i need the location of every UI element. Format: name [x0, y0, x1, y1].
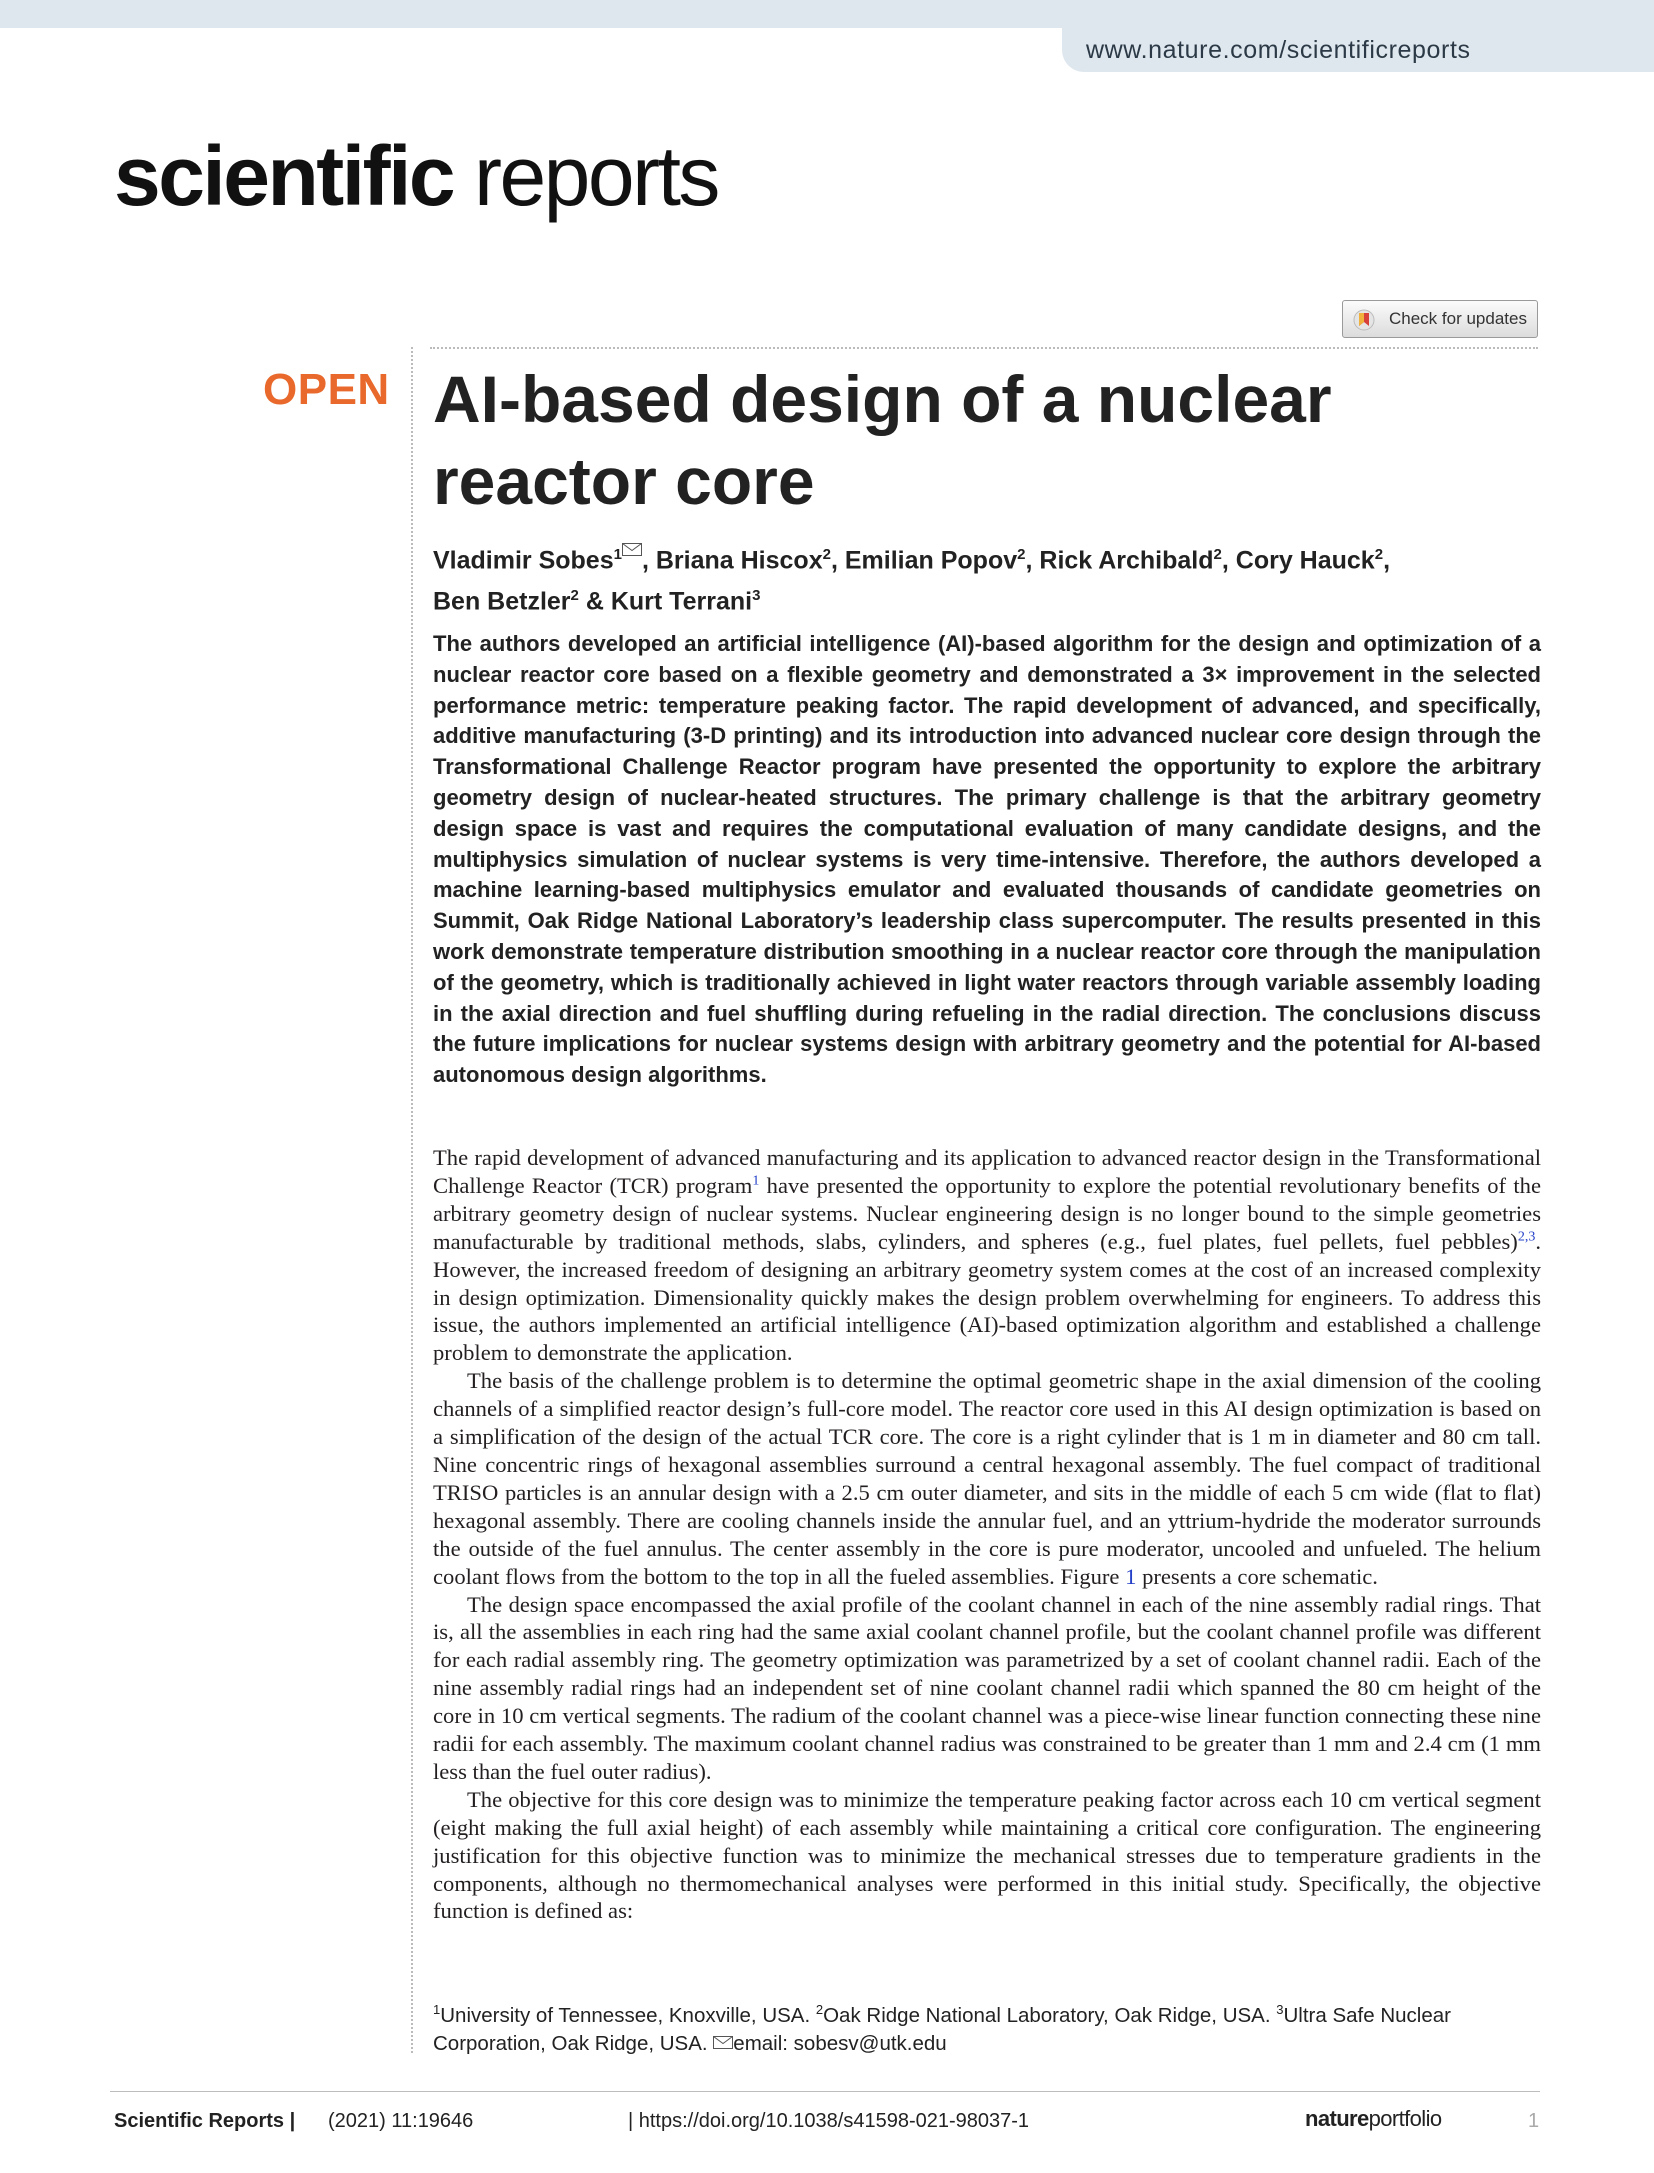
footer-citation: (2021) 11:19646	[328, 2110, 474, 2132]
abstract: The authors developed an artificial intelligence (AI)-based algorithm for the design and optimization of a nuclear reactor core based on a flexible geometry and demonstrated a 3× improvement in the selected performance metric: temperature peaking factor. The rapid development of advanced, and specifically, additive manufacturing (3-D printing) and its introduction into advanced nuclear core design through the Transformational Challenge Reactor program have presented the opportunity to explore the arbitrary geometry design of nuclear-heated structures. The primary challenge is that the arbitrary geometry design space is vast and requires the computational evaluation of many candidate designs, and the multiphysics simulation of nuclear systems is very time-intensive. Therefore, the authors developed a machine learning-based multiphysics emulator and evaluated thousands of candidate geometries on Summit, Oak Ridge National Laboratory’s leadership class supercomputer. The results presented in this work demonstrate temperature distribution smoothing in a nuclear reactor core through the manipulation of the geometry, which is traditionally achieved in light water reactors through variable assembly loading in the axial direction and fuel shuffling during refueling in the radial direction. The conclusions discuss the future implications for nuclear systems design with arbitrary geometry and the potential for AI-based autonomous design algorithms.	[433, 631, 1541, 1088]
author-name[interactable]: Kurt Terrani	[610, 587, 753, 616]
affiliation-number: 1	[433, 2002, 441, 2017]
top-band	[0, 0, 1654, 28]
logo-bold: scientific	[114, 129, 454, 223]
affiliation-text: Oak Ridge National Laboratory, Oak Ridge, USA.	[823, 2003, 1277, 2027]
article-title: AI-based design of a nuclear reactor core	[433, 362, 1332, 518]
body-text-segment: The rapid development of advanced manufacturing and its application to advanced reactor design in the Transformational Challenge Reactor (TCR) program	[433, 1145, 1541, 1198]
citation-link[interactable]: 2,3	[1517, 1229, 1536, 1245]
open-access-label: OPEN	[263, 365, 390, 414]
author-name[interactable]: Ben Betzler	[433, 587, 571, 616]
body-text-segment: have presented the opportunity to explore the potential revolutionary benefits of the arbitrary geometry design of nuclear systems. Nuclear engineering design is no longer bound to the simple geometries manufacturable by traditional methods, slabs, cylinders, and spheres (e.g., fuel plates, fuel pellets, fuel pebbles)	[433, 1172, 1541, 1254]
author-name[interactable]: Cory Hauck	[1235, 546, 1375, 575]
mail-icon	[713, 2036, 733, 2049]
author-name[interactable]: Rick Archibald	[1039, 546, 1214, 575]
affiliation-marker: 2	[822, 546, 831, 563]
article-body	[433, 1144, 1541, 1925]
crossmark-icon	[1353, 309, 1375, 331]
author-name[interactable]: Emilian Popov	[844, 546, 1018, 575]
footer-doi-link[interactable]: | https://doi.org/10.1038/s41598-021-98037-1	[628, 2110, 1030, 2132]
logo-light: reports	[473, 129, 718, 223]
affiliation-text: University of Tennessee, Knoxville, USA.	[440, 2003, 816, 2027]
journal-url[interactable]: www.nature.com/scientificreports	[1062, 28, 1654, 72]
mail-icon[interactable]	[622, 543, 642, 556]
margin-divider	[411, 347, 413, 2053]
body-text-segment: The basis of the challenge problem is to determine the optimal geometric shape in the axial dimension of the cooling channels of a simplified reactor design’s full-core model. The reactor core used in this AI design optimization is based on a simplification of the design of the actual TCR core. The core is a right cylinder that is 1 m in diameter and 80 cm tall. Nine concentric rings of hexagonal assemblies surround a central hexagonal assembly. The fuel compact of traditional TRISO particles is an annular design with a 2.5 cm outer diameter, and sits in the middle of each 5 cm wide (flat to flat) hexagonal assembly. There are cooling channels inside the annular fuel, and an yttrium-hydride the moderator surrounds the outside of the fuel annulus. The center assembly in the core is pure moderator, uncooled and unfueled. The helium coolant flows from the bottom to the top in all the fueled assemblies. Figure	[433, 1368, 1541, 1589]
author-name[interactable]: Vladimir Sobes	[433, 546, 614, 575]
page-number: 1	[1528, 2110, 1540, 2132]
nature-portfolio-logo	[1305, 2106, 1442, 2132]
check-for-updates-label: Check for updates	[1389, 309, 1527, 328]
affiliation-number: 2	[815, 2002, 824, 2017]
affiliation-marker: 3	[752, 587, 761, 605]
header-divider	[430, 347, 1538, 349]
author-name[interactable]: Briana Hiscox	[655, 546, 823, 575]
figure-link[interactable]: 1	[1125, 1563, 1137, 1589]
brand-light: portfolio	[1368, 2106, 1442, 2131]
author-list: Vladimir Sobes$^1$ , Briana Hiscox$^2$, Emilian Popov$^2$, Rick Archibald$^2$, Cory Hauck$^2$, Ben Betzler$^2$ & Kurt Terrani$^3$	[433, 537, 1543, 620]
body-paragraph	[433, 1367, 1541, 1590]
affiliations	[433, 1996, 1541, 2058]
journal-logo[interactable]	[114, 129, 718, 223]
footer-journal: Scientific Reports |	[114, 2110, 296, 2132]
citation-link[interactable]: 1	[752, 1173, 760, 1189]
affiliation-number: 3	[1276, 2002, 1284, 2017]
affiliation-marker: 2	[1374, 546, 1384, 563]
affiliation-marker: 2	[570, 587, 579, 605]
body-paragraph	[433, 1144, 1541, 1367]
footer-divider	[110, 2091, 1540, 2092]
affiliation-text: Ultra Safe Nuclear Corporation, Oak Ridge, USA.	[433, 2003, 1451, 2055]
brand-bold: nature	[1305, 2106, 1369, 2131]
check-for-updates-button[interactable]	[1342, 300, 1538, 338]
corresponding-email[interactable]: email: sobesv@utk.edu	[733, 2031, 947, 2055]
affiliation-marker: 2	[1213, 546, 1222, 563]
body-paragraph: The objective for this core design was to minimize the temperature peaking factor across each 10 cm vertical segment (eight making the full axial height) of each assembly while maintaining a critical core configuration. The engineering justification for this objective function was to minimize the mechanical stresses due to temperature gradients in the components, although no thermomechanical analyses were performed in this initial study. Specifically, the objective function is defined as:	[433, 1786, 1541, 1924]
affiliation-marker: 2	[1017, 546, 1026, 563]
body-paragraph: The design space encompassed the axial profile of the coolant channel in each of the nine assembly radial rings. That is, all the assemblies in each ring had the same axial coolant channel profile, but the coolant channel profile was different for each radial assembly ring. The geometry optimization was parametrized by a set of coolant channel radii. Each of the nine assembly radial rings had an independent set of nine coolant channel radii which spanned the 80 cm height of the core in 10 cm vertical segments. The radium of the coolant channel was a piece-wise linear function connecting these nine radii for each assembly. The maximum coolant channel radius was constrained to be greater than 1 mm and 2.4 cm (1 mm less than the fuel outer radius).	[433, 1591, 1541, 1784]
body-text-segment: presents a core schematic.	[1136, 1563, 1378, 1589]
body-text-segment: . However, the increased freedom of designing an arbitrary geometry system comes at the cost of an increased complexity in design optimization. Dimensionality quickly makes the design problem overwhelming for engineers. To address this issue, the authors implemented an artificial intelligence (AI)-based optimization algorithm and established a challenge problem to demonstrate the application.	[433, 1228, 1541, 1366]
affiliation-marker: 1	[613, 546, 622, 563]
